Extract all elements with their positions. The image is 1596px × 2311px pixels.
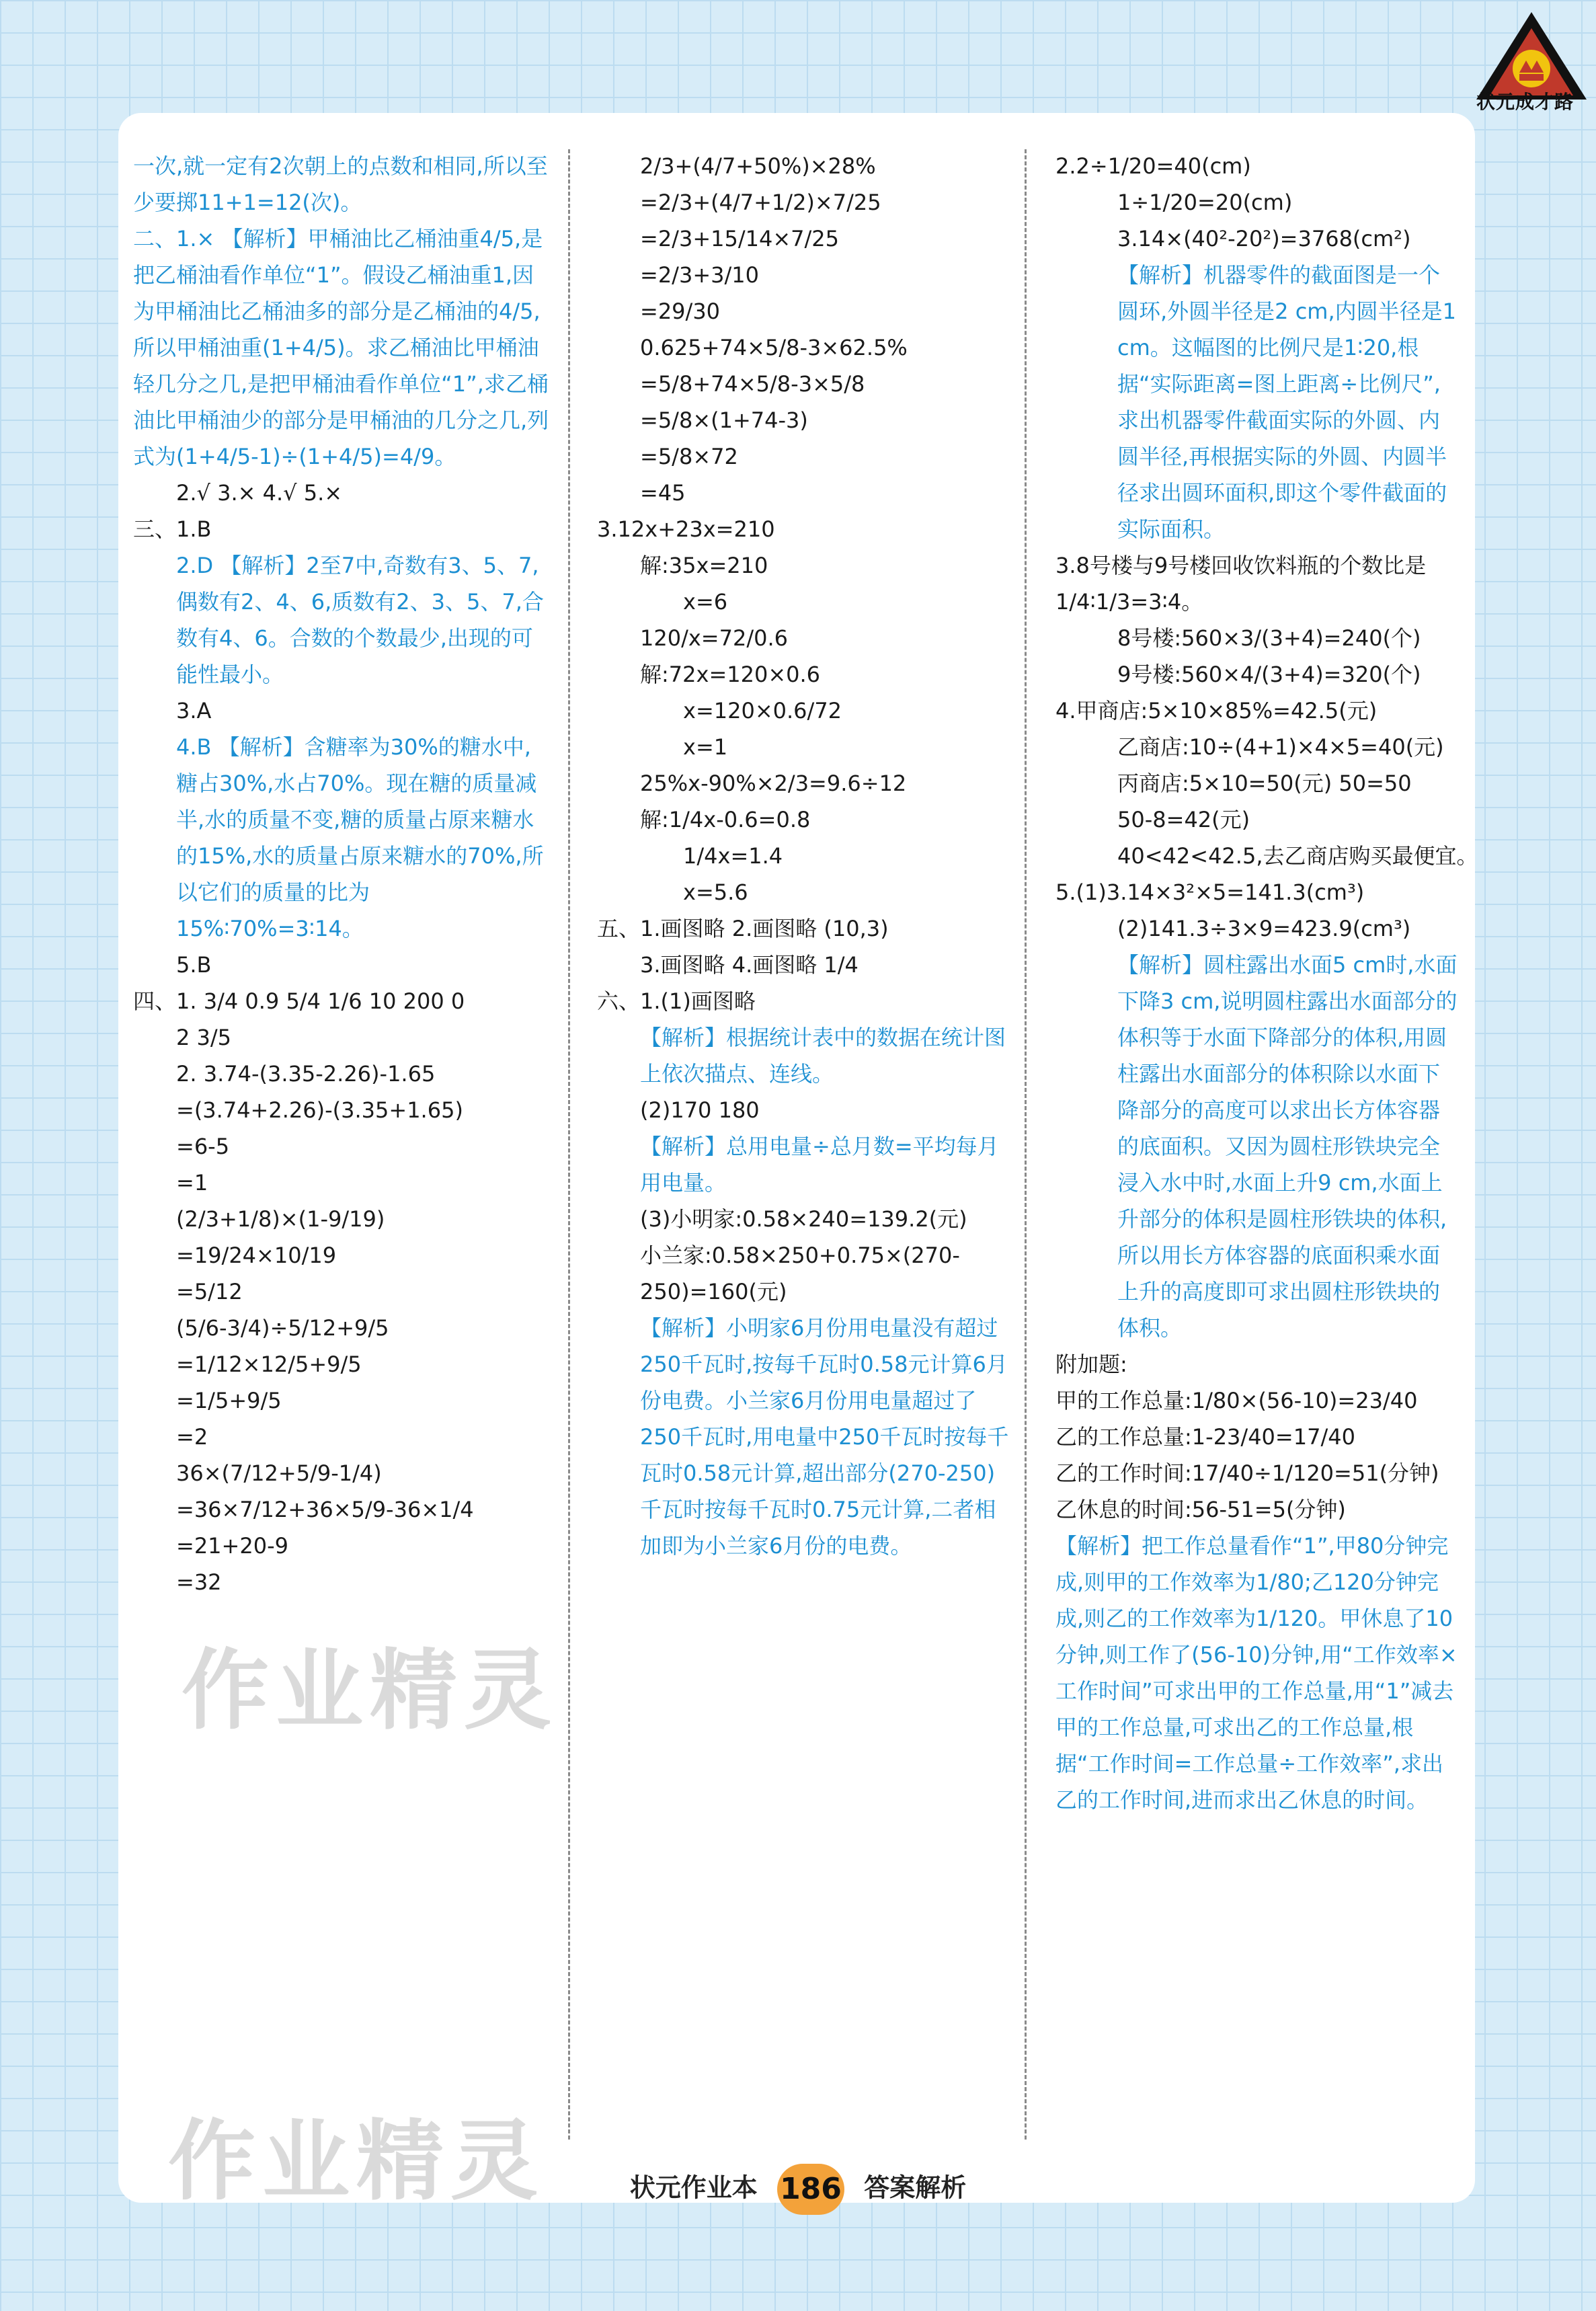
col3-line: 50-8=42(元) xyxy=(1117,807,1250,832)
page-number: 186 xyxy=(777,2164,844,2215)
brand-name: 状元成才路 xyxy=(1476,91,1574,113)
col2-line: 25%x-90%×2/3=9.6÷12 xyxy=(640,771,907,796)
col1-line: 三、1.B xyxy=(133,516,212,542)
col2-line: =45 xyxy=(640,480,686,506)
col2-line: =5/8×72 xyxy=(640,444,738,469)
watermark-top: 作业精灵 xyxy=(182,1639,559,1741)
col3-line: (2)141.3÷3×9=423.9(cm³) xyxy=(1117,916,1411,941)
col3-line: 乙商店:10÷(4+1)×4×5=40(元) xyxy=(1117,734,1444,760)
col1-line: 3.A xyxy=(176,698,212,723)
col3-line: 5.(1)3.14×3²×5=141.3(cm³) xyxy=(1055,879,1365,905)
col3-line: 【解析】圆柱露出水面5 cm时,水面下降3 cm,说明圆柱露出水面部分的体积等于水面下降部分的体积,用圆柱露出水面部分的体积除以水面下降部分的高度可以求出长方体容器的底面积。又因为圆柱形铁块完全浸入水中时,水面上升9 cm,水面上升部分的体积是圆柱形铁块的体积,所以用长方体容器的底面积乘水面上升的高度即可求出圆柱形铁块的体积。 xyxy=(1117,952,1458,1341)
col2-line: 1/4x=1.4 xyxy=(683,843,783,869)
col3-line: 丙商店:5×10=50(元) 50=50 xyxy=(1117,771,1412,796)
col1-line: 4.B 【解析】含糖率为30%的糖水中,糖占30%,水占70%。现在糖的质量减半,水的质量不变,糖的质量占原来糖水的15%,水的质量占原来糖水的70%,所以它们的质量的比为15%∶70%=3∶14。 xyxy=(176,734,544,941)
col2-line: 【解析】小明家6月份用电量没有超过250千瓦时,按每千瓦时0.58元计算6月份电费。小兰家6月份用电量超过了250千瓦时,用电量中250千瓦时按每千瓦时0.58元计算,超出部分(270-250)千瓦时按每千瓦时0.75元计算,二者相加即为小兰家6月份的电费。 xyxy=(640,1315,1009,1559)
col2-line: (3)小明家:0.58×240=139.2(元) xyxy=(640,1206,967,1232)
col3-line: 1÷1/20=20(cm) xyxy=(1117,190,1293,215)
col1-line: =6-5 xyxy=(176,1134,230,1159)
col2-line: 3.画图略 4.画图略 1/4 xyxy=(640,952,859,978)
col2-line: =29/30 xyxy=(640,299,721,324)
col3-line: 3.8号楼与9号楼回收饮料瓶的个数比是1/4∶1/3=3∶4。 xyxy=(1055,553,1427,615)
col2-line: 120/x=72/0.6 xyxy=(640,625,788,651)
answer-column-left xyxy=(133,148,550,1600)
col2-line: 五、1.画图略 2.画图略 (10,3) xyxy=(597,916,889,941)
col1-line: =1/12×12/5+9/5 xyxy=(176,1352,362,1377)
col3-line: 40<42<42.5,去乙商店购买最便宜。 xyxy=(1117,843,1478,869)
col1-line: 一次,就一定有2次朝上的点数和相同,所以至少要掷11+1=12(次)。 xyxy=(133,153,548,215)
col2-line: 【解析】根据统计表中的数据在统计图上依次描点、连线。 xyxy=(640,1025,1006,1087)
col1-line: =5/12 xyxy=(176,1279,243,1304)
col2-line: 解:72x=120×0.6 xyxy=(640,662,821,687)
col3-line: 乙的工作时间:17/40÷1/120=51(分钟) xyxy=(1055,1460,1439,1486)
col1-line: =(3.74+2.26)-(3.35+1.65) xyxy=(176,1097,463,1123)
watermark-bottom: 作业精灵 xyxy=(168,2110,545,2212)
col1-line: (5/6-3/4)÷5/12+9/5 xyxy=(176,1315,389,1341)
col3-line: 附加题: xyxy=(1055,1352,1127,1377)
col1-line: =36×7/12+36×5/9-36×1/4 xyxy=(176,1497,474,1522)
col3-line: 4.甲商店:5×10×85%=42.5(元) xyxy=(1055,698,1378,723)
col2-line: 2/3+(4/7+50%)×28% xyxy=(640,153,876,179)
col2-line: x=1 xyxy=(683,734,728,760)
col1-line: 2.D 【解析】2至7中,奇数有3、5、7,偶数有2、4、6,质数有2、3、5、7,合数有4、6。合数的个数最少,出现的可能性最小。 xyxy=(176,553,544,687)
col2-line: 0.625+74×5/8-3×62.5% xyxy=(640,335,908,360)
col1-line: =19/24×10/19 xyxy=(176,1243,337,1268)
col3-line: 甲的工作总量:1/80×(56-10)=23/40 xyxy=(1055,1388,1418,1413)
col1-line: 5.B xyxy=(176,952,212,978)
col1-line: 四、1. 3/4 0.9 5/4 1/6 10 200 0 xyxy=(133,988,465,1014)
col2-line: =2/3+15/14×7/25 xyxy=(640,226,840,251)
col3-line: 8号楼:560×3/(3+4)=240(个) xyxy=(1117,625,1421,651)
col1-line: 2 3/5 xyxy=(176,1025,232,1050)
col1-line: 2. 3.74-(3.35-2.26)-1.65 xyxy=(176,1061,436,1087)
col2-line: =5/8×(1+74-3) xyxy=(640,407,808,433)
col1-line: =32 xyxy=(176,1569,222,1595)
footer-book-title: 状元作业本 xyxy=(629,2172,758,2203)
col2-line: =5/8+74×5/8-3×5/8 xyxy=(640,371,865,397)
col2-line: 解:1/4x-0.6=0.8 xyxy=(640,807,811,832)
page-footer xyxy=(0,2164,1596,2215)
col3-line: 9号楼:560×4/(3+4)=320(个) xyxy=(1117,662,1421,687)
col2-line: =2/3+3/10 xyxy=(640,262,759,288)
col1-line: (2/3+1/8)×(1-9/19) xyxy=(176,1206,385,1232)
col1-line: =1/5+9/5 xyxy=(176,1388,282,1413)
col1-line: =21+20-9 xyxy=(176,1533,288,1559)
col2-line: (2)170 180 xyxy=(640,1097,760,1123)
col3-line: 2.2÷1/20=40(cm) xyxy=(1055,153,1251,179)
answer-column-right xyxy=(1055,148,1478,1818)
col1-line: 36×(7/12+5/9-1/4) xyxy=(176,1460,382,1486)
col2-line: x=6 xyxy=(683,589,728,615)
column-divider-left xyxy=(568,149,570,2140)
col2-line: 3.12x+23x=210 xyxy=(597,516,775,542)
col1-line: 二、1.× 【解析】甲桶油比乙桶油重4/5,是把乙桶油看作单位“1”。假设乙桶油重1,因为甲桶油比乙桶油多的部分是乙桶油的4/5,所以甲桶油重(1+4/5)。求乙桶油比甲桶油轻几分之几,是把甲桶油看作单位“1”,求乙桶油比甲桶油少的部分是甲桶油的几分之几,列式为(1+4/5-1)÷(1+4/5)=4/9。 xyxy=(133,226,549,469)
col2-line: 解:35x=210 xyxy=(640,553,768,578)
footer-section-title: 答案解析 xyxy=(864,2172,967,2203)
col3-line: 【解析】机器零件的截面图是一个圆环,外圆半径是2 cm,内圆半径是1 cm。这幅图的比例尺是1∶20,根据“实际距离=图上距离÷比例尺”,求出机器零件截面实际的外圆、内圆半径,再根据实际的外圆、内圆半径求出圆环面积,即这个零件截面的实际面积。 xyxy=(1117,262,1457,542)
column-divider-right xyxy=(1025,149,1027,2140)
col3-line: 乙的工作总量:1-23/40=17/40 xyxy=(1055,1424,1355,1450)
col3-line: 乙休息的时间:56-51=5(分钟) xyxy=(1055,1497,1346,1522)
col1-line: 2.√ 3.× 4.√ 5.× xyxy=(176,480,343,506)
col1-line: =2 xyxy=(176,1424,208,1450)
col1-line: =1 xyxy=(176,1170,208,1196)
col2-line: x=120×0.6/72 xyxy=(683,698,842,723)
answer-column-middle xyxy=(597,148,1014,1564)
col2-line: x=5.6 xyxy=(683,879,748,905)
col2-line: =2/3+(4/7+1/2)×7/25 xyxy=(640,190,881,215)
col2-line: 【解析】总用电量÷总月数=平均每月用电量。 xyxy=(640,1134,999,1196)
col3-line: 3.14×(40²-20²)=3768(cm²) xyxy=(1117,226,1411,251)
col2-line: 小兰家:0.58×250+0.75×(270-250)=160(元) xyxy=(640,1243,960,1304)
col3-line: 【解析】把工作总量看作“1”,甲80分钟完成,则甲的工作效率为1/80;乙120分钟完成,则乙的工作效率为1/120。甲休息了10分钟,则工作了(56-10)分钟,用“工作效率×工作时间”可求出甲的工作总量,用“1”减去甲的工作总量,可求出乙的工作总量,根据“工作时间=工作总量÷工作效率”,求出乙的工作时间,进而求出乙休息的时间。 xyxy=(1055,1533,1458,1813)
col2-line: 六、1.(1)画图略 xyxy=(597,988,756,1014)
